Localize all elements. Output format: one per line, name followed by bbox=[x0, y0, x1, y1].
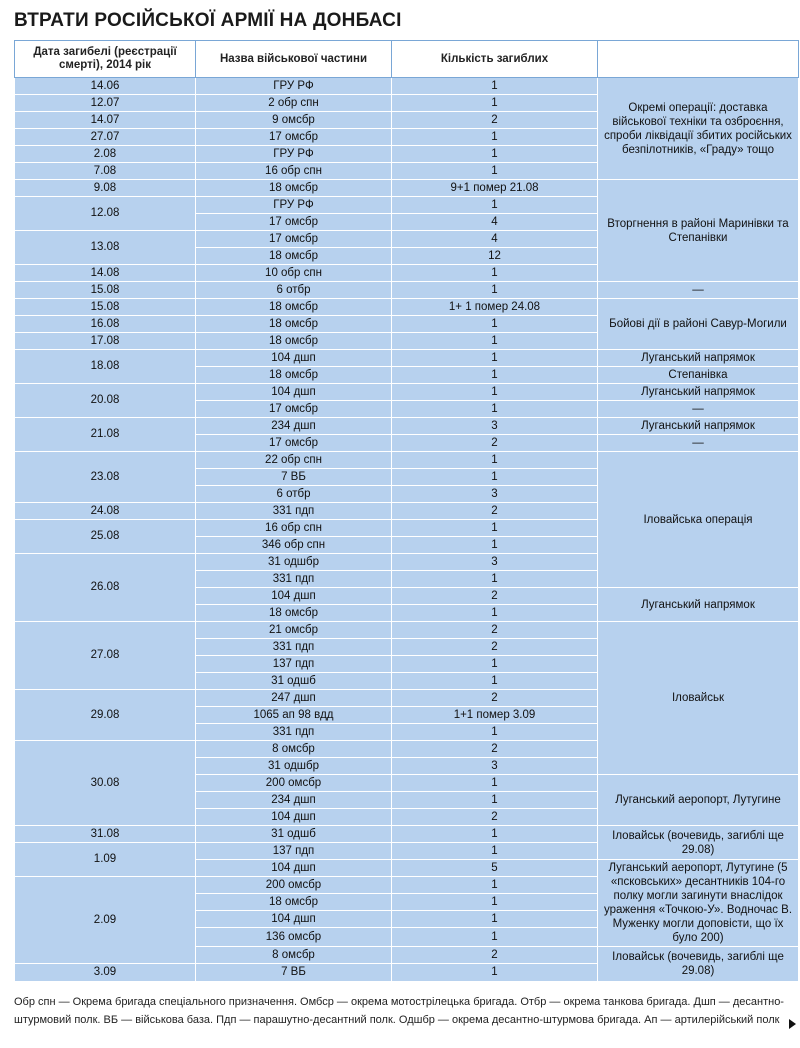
date-cell: 18.08 bbox=[15, 350, 196, 384]
unit-cell: 18 омсбр bbox=[196, 605, 392, 622]
count-cell: 1 bbox=[392, 724, 598, 741]
count-cell: 1 bbox=[392, 520, 598, 537]
count-cell: 2 bbox=[392, 503, 598, 520]
count-cell: 1+1 помер 3.09 bbox=[392, 707, 598, 724]
date-cell: 12.07 bbox=[15, 95, 196, 112]
unit-cell: 17 омсбр bbox=[196, 214, 392, 231]
table-row bbox=[15, 282, 799, 299]
note-cell: Луганський напрямок bbox=[598, 588, 799, 622]
table-row bbox=[15, 418, 799, 435]
table-body bbox=[15, 78, 799, 982]
count-cell: 1 bbox=[392, 282, 598, 299]
unit-cell: 8 омсбр bbox=[196, 741, 392, 758]
page-title: ВТРАТИ РОСІЙСЬКОЇ АРМІЇ НА ДОНБАСІ bbox=[14, 10, 402, 31]
count-cell: 1 bbox=[392, 316, 598, 333]
note-cell: Іловайськ (вочевидь, загиблі ще 29.08) bbox=[598, 947, 799, 982]
count-cell: 1 bbox=[392, 673, 598, 690]
count-cell: 1 bbox=[392, 333, 598, 350]
count-cell: 2 bbox=[392, 809, 598, 826]
unit-cell: 104 дшп bbox=[196, 860, 392, 877]
count-cell: 1 bbox=[392, 826, 598, 843]
table-row bbox=[15, 299, 799, 316]
count-cell: 1 bbox=[392, 452, 598, 469]
unit-cell: 31 одшбр bbox=[196, 554, 392, 571]
count-cell: 1 bbox=[392, 163, 598, 180]
count-cell: 2 bbox=[392, 588, 598, 605]
unit-cell: ГРУ РФ bbox=[196, 146, 392, 163]
unit-cell: 346 обр спн bbox=[196, 537, 392, 554]
note-cell: Іловайська операція bbox=[598, 452, 799, 588]
date-cell: 29.08 bbox=[15, 690, 196, 741]
count-cell: 1 bbox=[392, 964, 598, 982]
count-cell: 1 bbox=[392, 605, 598, 622]
count-cell: 1 bbox=[392, 367, 598, 384]
count-cell: 1 bbox=[392, 571, 598, 588]
note-cell: Луганський аеропорт, Лутугине (5 «псковських» десантників 104-го полку могли загинути внаслідок ураження «Точкою-У». Водночас В. Муженку могли доповісти, що їх було 200) bbox=[598, 860, 799, 947]
count-cell: 2 bbox=[392, 741, 598, 758]
count-cell: 3 bbox=[392, 554, 598, 571]
next-page-arrow-icon bbox=[789, 1019, 796, 1029]
date-cell: 7.08 bbox=[15, 163, 196, 180]
date-cell: 25.08 bbox=[15, 520, 196, 554]
header-count: Кількість загиблих bbox=[392, 41, 598, 78]
unit-cell: 6 отбр bbox=[196, 486, 392, 503]
count-cell: 1 bbox=[392, 197, 598, 214]
unit-cell: 331 пдп bbox=[196, 571, 392, 588]
date-cell: 13.08 bbox=[15, 231, 196, 265]
unit-cell: 331 пдп bbox=[196, 503, 392, 520]
count-cell: 1 bbox=[392, 911, 598, 928]
note-cell: Окремі операції: доставка військової техніки та озброєння, спроби ліквідації збитих російських безпілотників, «Граду» тощо bbox=[598, 78, 799, 180]
count-cell: 1 bbox=[392, 843, 598, 860]
count-cell: 1 bbox=[392, 350, 598, 367]
count-cell: 1 bbox=[392, 537, 598, 554]
unit-cell: ГРУ РФ bbox=[196, 197, 392, 214]
count-cell: 1 bbox=[392, 469, 598, 486]
unit-cell: 17 омсбр bbox=[196, 401, 392, 418]
count-cell: 4 bbox=[392, 231, 598, 248]
unit-cell: 136 омсбр bbox=[196, 928, 392, 947]
date-cell: 24.08 bbox=[15, 503, 196, 520]
unit-cell: 31 одшб bbox=[196, 826, 392, 843]
count-cell: 1 bbox=[392, 78, 598, 95]
unit-cell: 8 омсбр bbox=[196, 947, 392, 964]
unit-cell: 31 одшб bbox=[196, 673, 392, 690]
count-cell: 3 bbox=[392, 418, 598, 435]
count-cell: 2 bbox=[392, 639, 598, 656]
count-cell: 1 bbox=[392, 928, 598, 947]
unit-cell: 104 дшп bbox=[196, 350, 392, 367]
unit-cell: 104 дшп bbox=[196, 588, 392, 605]
note-cell: Луганський аеропорт, Лутугине bbox=[598, 775, 799, 826]
table-row bbox=[15, 180, 799, 197]
date-cell: 26.08 bbox=[15, 554, 196, 622]
count-cell: 1 bbox=[392, 656, 598, 673]
unit-cell: 200 омсбр bbox=[196, 877, 392, 894]
date-cell: 15.08 bbox=[15, 299, 196, 316]
header-unit: Назва військової частини bbox=[196, 41, 392, 78]
date-cell: 27.07 bbox=[15, 129, 196, 146]
date-cell: 3.09 bbox=[15, 964, 196, 982]
table-row bbox=[15, 826, 799, 843]
unit-cell: 200 омсбр bbox=[196, 775, 392, 792]
date-cell: 21.08 bbox=[15, 418, 196, 452]
header-note bbox=[598, 41, 799, 78]
table-row bbox=[15, 452, 799, 469]
unit-cell: 18 омсбр bbox=[196, 180, 392, 197]
unit-cell: 234 дшп bbox=[196, 418, 392, 435]
table-row bbox=[15, 78, 799, 95]
unit-cell: 137 пдп bbox=[196, 843, 392, 860]
date-cell: 17.08 bbox=[15, 333, 196, 350]
date-cell: 14.06 bbox=[15, 78, 196, 95]
count-cell: 1 bbox=[392, 95, 598, 112]
date-cell: 14.08 bbox=[15, 265, 196, 282]
date-cell: 16.08 bbox=[15, 316, 196, 333]
count-cell: 2 bbox=[392, 947, 598, 964]
note-cell: Луганський напрямок bbox=[598, 418, 799, 435]
count-cell: 2 bbox=[392, 435, 598, 452]
table-row bbox=[15, 384, 799, 401]
date-cell: 27.08 bbox=[15, 622, 196, 690]
count-cell: 1 bbox=[392, 265, 598, 282]
unit-cell: 18 омсбр bbox=[196, 367, 392, 384]
note-cell: — bbox=[598, 401, 799, 418]
unit-cell: 9 омсбр bbox=[196, 112, 392, 129]
unit-cell: 18 омсбр bbox=[196, 894, 392, 911]
losses-table bbox=[14, 40, 799, 982]
unit-cell: 331 пдп bbox=[196, 724, 392, 741]
unit-cell: 16 обр спн bbox=[196, 520, 392, 537]
unit-cell: 137 пдп bbox=[196, 656, 392, 673]
unit-cell: 104 дшп bbox=[196, 384, 392, 401]
table-row bbox=[15, 622, 799, 639]
note-cell: Степанівка bbox=[598, 367, 799, 384]
unit-cell: 18 омсбр bbox=[196, 333, 392, 350]
count-cell: 1 bbox=[392, 401, 598, 418]
date-cell: 14.07 bbox=[15, 112, 196, 129]
footnote: Обр спн — Окрема бригада спеціального призначення. Омбср — окрема мотострілецька бригада. Отбр — окрема танкова бригада. Дшп — десантно-штурмовий полк. ВБ — військова база. Пдп — парашутно-десантний полк. Одшбр — окрема десантно-штурмова бригада. Ап — артилерійський полк bbox=[14, 996, 784, 1026]
unit-cell: 17 омсбр bbox=[196, 435, 392, 452]
unit-cell: 7 ВБ bbox=[196, 964, 392, 982]
unit-cell: 1065 ап 98 вдд bbox=[196, 707, 392, 724]
count-cell: 1 bbox=[392, 775, 598, 792]
count-cell: 2 bbox=[392, 622, 598, 639]
unit-cell: 21 омсбр bbox=[196, 622, 392, 639]
count-cell: 1 bbox=[392, 129, 598, 146]
note-cell: Луганський напрямок bbox=[598, 350, 799, 367]
unit-cell: 18 омсбр bbox=[196, 316, 392, 333]
unit-cell: 247 дшп bbox=[196, 690, 392, 707]
date-cell: 2.08 bbox=[15, 146, 196, 163]
date-cell: 15.08 bbox=[15, 282, 196, 299]
unit-cell: 6 отбр bbox=[196, 282, 392, 299]
count-cell: 1 bbox=[392, 384, 598, 401]
count-cell: 2 bbox=[392, 690, 598, 707]
unit-cell: 22 обр спн bbox=[196, 452, 392, 469]
count-cell: 1 bbox=[392, 792, 598, 809]
table-row bbox=[15, 350, 799, 367]
count-cell: 5 bbox=[392, 860, 598, 877]
count-cell: 12 bbox=[392, 248, 598, 265]
count-cell: 1 bbox=[392, 146, 598, 163]
date-cell: 20.08 bbox=[15, 384, 196, 418]
unit-cell: 331 пдп bbox=[196, 639, 392, 656]
unit-cell: ГРУ РФ bbox=[196, 78, 392, 95]
unit-cell: 104 дшп bbox=[196, 911, 392, 928]
note-cell: Бойові дії в районі Савур-Могили bbox=[598, 299, 799, 350]
date-cell: 2.09 bbox=[15, 877, 196, 964]
date-cell: 1.09 bbox=[15, 843, 196, 877]
note-cell: Луганський напрямок bbox=[598, 384, 799, 401]
date-cell: 12.08 bbox=[15, 197, 196, 231]
note-cell: — bbox=[598, 435, 799, 452]
unit-cell: 17 омсбр bbox=[196, 231, 392, 248]
unit-cell: 2 обр спн bbox=[196, 95, 392, 112]
note-cell: — bbox=[598, 282, 799, 299]
count-cell: 1 bbox=[392, 894, 598, 911]
unit-cell: 18 омсбр bbox=[196, 248, 392, 265]
unit-cell: 16 обр спн bbox=[196, 163, 392, 180]
header-date: Дата загибелі (реєстрації смерті), 2014 рік bbox=[15, 41, 196, 78]
unit-cell: 10 обр спн bbox=[196, 265, 392, 282]
table-header-row bbox=[15, 41, 799, 78]
count-cell: 3 bbox=[392, 758, 598, 775]
count-cell: 4 bbox=[392, 214, 598, 231]
note-cell: Іловайськ (вочевидь, загиблі ще 29.08) bbox=[598, 826, 799, 860]
count-cell: 1+ 1 помер 24.08 bbox=[392, 299, 598, 316]
count-cell: 9+1 помер 21.08 bbox=[392, 180, 598, 197]
date-cell: 9.08 bbox=[15, 180, 196, 197]
unit-cell: 234 дшп bbox=[196, 792, 392, 809]
unit-cell: 17 омсбр bbox=[196, 129, 392, 146]
count-cell: 2 bbox=[392, 112, 598, 129]
unit-cell: 31 одшбр bbox=[196, 758, 392, 775]
date-cell: 30.08 bbox=[15, 741, 196, 826]
count-cell: 3 bbox=[392, 486, 598, 503]
unit-cell: 7 ВБ bbox=[196, 469, 392, 486]
date-cell: 23.08 bbox=[15, 452, 196, 503]
count-cell: 1 bbox=[392, 877, 598, 894]
note-cell: Вторгнення в районі Маринівки та Степанівки bbox=[598, 180, 799, 282]
date-cell: 31.08 bbox=[15, 826, 196, 843]
note-cell: Іловайськ bbox=[598, 622, 799, 775]
unit-cell: 104 дшп bbox=[196, 809, 392, 826]
unit-cell: 18 омсбр bbox=[196, 299, 392, 316]
